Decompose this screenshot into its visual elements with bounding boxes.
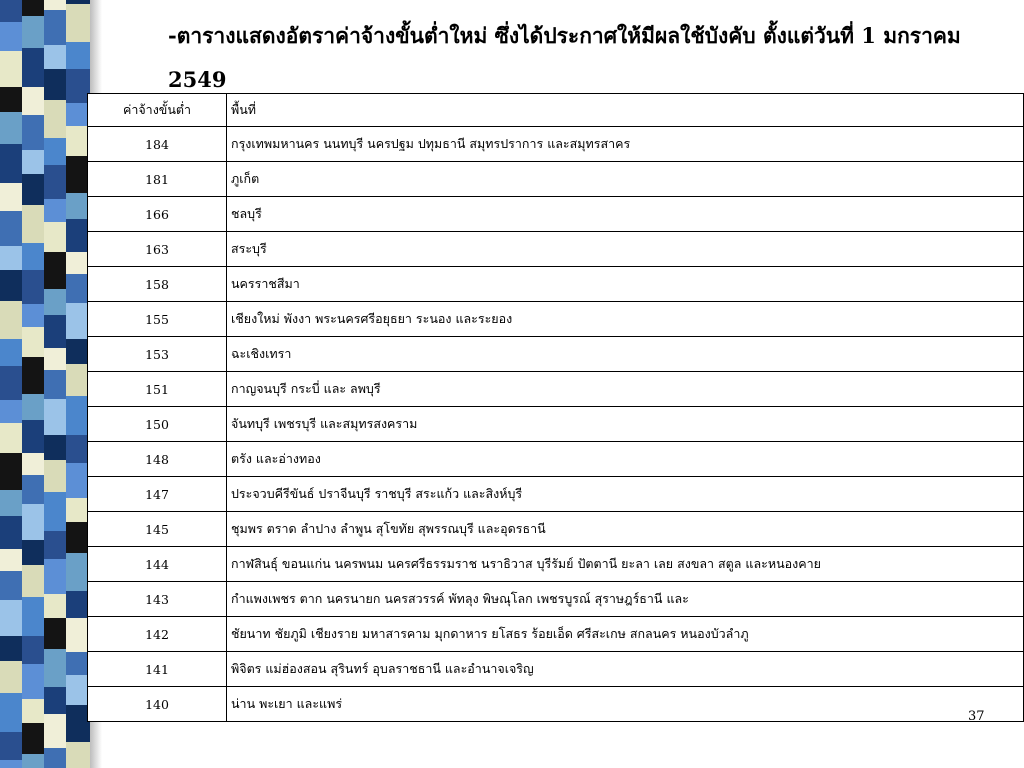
sidebar-stripe — [22, 327, 46, 357]
sidebar-stripe — [44, 69, 68, 100]
table-row — [88, 302, 1024, 337]
sidebar-stripe — [44, 315, 68, 348]
area-cell: ประจวบคีรีขันธ์ ปราจีนบุรี ราชบุรี สระแก้ว และสิงห์บุรี — [227, 477, 1024, 512]
table-row — [88, 547, 1024, 582]
wage-cell: 142 — [88, 617, 227, 652]
sidebar-stripe — [22, 48, 46, 87]
sidebar-stripe — [0, 516, 24, 549]
sidebar-stripe — [0, 571, 24, 600]
sidebar-stripe — [22, 150, 46, 174]
sidebar-stripe — [44, 370, 68, 399]
sidebar-stripe — [0, 661, 24, 693]
sidebar-stripe — [44, 199, 68, 222]
wage-cell: 147 — [88, 477, 227, 512]
sidebar-stripe — [0, 144, 24, 183]
sidebar-stripe — [0, 549, 24, 571]
sidebar-stripe — [44, 100, 68, 138]
sidebar-stripe — [44, 222, 68, 252]
area-cell: กรุงเทพมหานคร นนทบุรี นครปฐม ปทุมธานี สมุทรปราการ และสมุทรสาคร — [227, 127, 1024, 162]
sidebar-stripe — [0, 423, 24, 453]
sidebar-stripe — [22, 270, 46, 304]
table-row — [88, 442, 1024, 477]
sidebar-stripe — [22, 453, 46, 475]
wage-cell: 163 — [88, 232, 227, 267]
area-cell: ชัยนาท ชัยภูมิ เชียงราย มหาสารคาม มุกดาหาร ยโสธร ร้อยเอ็ด ศรีสะเกษ สกลนคร หนองบัวลำภู — [227, 617, 1024, 652]
wage-cell: 153 — [88, 337, 227, 372]
area-cell: น่าน พะเยา และแพร่ — [227, 687, 1024, 722]
minimum-wage-table — [87, 93, 1024, 722]
sidebar-stripe — [0, 246, 24, 270]
area-cell: กาฬสินธุ์ ขอนแก่น นครพนม นครศรีธรรมราช นราธิวาส บุรีรัมย์ ปัตตานี ยะลา เลย สงขลา สตูล และหนองคาย — [227, 547, 1024, 582]
sidebar-stripe — [22, 754, 46, 768]
sidebar-stripe — [0, 112, 24, 144]
table-row — [88, 337, 1024, 372]
table-header-row — [88, 94, 1024, 127]
table-row — [88, 512, 1024, 547]
sidebar-stripe — [0, 760, 24, 768]
area-cell: เชียงใหม่ พังงา พระนครศรีอยุธยา ระนอง และระยอง — [227, 302, 1024, 337]
sidebar-stripe — [0, 366, 24, 400]
sidebar-stripe — [22, 243, 46, 270]
wage-cell: 155 — [88, 302, 227, 337]
table-row — [88, 197, 1024, 232]
area-cell: กาญจนบุรี กระบี่ และ ลพบุรี — [227, 372, 1024, 407]
sidebar-stripe — [44, 531, 68, 559]
sidebar-stripe — [44, 714, 68, 748]
sidebar-stripe — [22, 636, 46, 664]
wage-cell: 150 — [88, 407, 227, 442]
wage-cell: 141 — [88, 652, 227, 687]
sidebar-stripe — [22, 16, 46, 48]
sidebar-stripe — [0, 301, 24, 339]
sidebar-stripe — [44, 649, 68, 687]
sidebar-stripe — [0, 732, 24, 760]
area-cell: ภูเก็ต — [227, 162, 1024, 197]
sidebar-stripe — [66, 42, 90, 69]
sidebar-stripe — [44, 45, 68, 69]
table-row — [88, 232, 1024, 267]
area-cell: ฉะเชิงเทรา — [227, 337, 1024, 372]
sidebar-stripe — [44, 687, 68, 714]
table-row — [88, 617, 1024, 652]
sidebar-stripe — [22, 205, 46, 243]
sidebar-stripe — [22, 0, 46, 16]
wage-cell: 144 — [88, 547, 227, 582]
wage-cell: 148 — [88, 442, 227, 477]
sidebar-stripe — [44, 165, 68, 199]
wage-cell: 151 — [88, 372, 227, 407]
sidebar-stripe — [0, 22, 24, 51]
sidebar-stripe — [22, 504, 46, 540]
sidebar-stripe — [0, 339, 24, 366]
sidebar-stripe — [44, 748, 68, 768]
sidebar-stripe — [22, 174, 46, 205]
table-row — [88, 267, 1024, 302]
sidebar-stripe — [22, 540, 46, 565]
sidebar-stripe — [0, 636, 24, 661]
table-row — [88, 687, 1024, 722]
sidebar-stripe — [22, 87, 46, 115]
sidebar-stripe — [44, 559, 68, 594]
sidebar-stripe — [22, 699, 46, 723]
sidebar-stripe — [44, 399, 68, 435]
wage-cell: 143 — [88, 582, 227, 617]
sidebar-stripe — [0, 51, 24, 87]
table-row — [88, 127, 1024, 162]
table-row — [88, 407, 1024, 442]
sidebar-stripe — [22, 723, 46, 754]
area-cell: สระบุรี — [227, 232, 1024, 267]
sidebar-stripe — [0, 600, 24, 636]
table-row — [88, 652, 1024, 687]
sidebar-stripe — [0, 0, 24, 22]
sidebar-stripe — [0, 453, 24, 490]
area-cell: กำแพงเพชร ตาก นครนายก นครสวรรค์ พัทลุง พิษณุโลก เพชรบูรณ์ สุราษฎร์ธานี และ — [227, 582, 1024, 617]
sidebar-stripe — [22, 597, 46, 636]
sidebar-stripe — [44, 435, 68, 460]
page-title: -ตารางแสดงอัตราค่าจ้างขั้นต่ำใหม่ ซึ่งได้ประกาศให้มีผลใช้บังคับ ตั้งแต่วันที่ 1 มกราคม 2549 — [168, 23, 961, 92]
area-cell: ชลบุรี — [227, 197, 1024, 232]
sidebar-stripe — [44, 289, 68, 315]
wage-cell: 140 — [88, 687, 227, 722]
sidebar-stripe — [66, 742, 90, 768]
sidebar-stripe — [22, 420, 46, 453]
wage-cell: 184 — [88, 127, 227, 162]
sidebar-stripe — [22, 115, 46, 150]
area-cell: ตรัง และอ่างทอง — [227, 442, 1024, 477]
page-number: 37 — [968, 709, 985, 724]
sidebar-stripe — [22, 565, 46, 597]
sidebar-stripe — [0, 211, 24, 246]
sidebar-stripe — [44, 0, 68, 10]
wage-cell: 166 — [88, 197, 227, 232]
sidebar-stripe — [44, 348, 68, 370]
wage-cell: 181 — [88, 162, 227, 197]
sidebar-stripe — [0, 400, 24, 423]
sidebar-stripe — [44, 252, 68, 289]
table-row — [88, 372, 1024, 407]
sidebar-stripe — [0, 87, 24, 112]
wage-cell: 145 — [88, 512, 227, 547]
sidebar-stripe — [22, 475, 46, 504]
table-row — [88, 477, 1024, 512]
table-row — [88, 582, 1024, 617]
sidebar-stripe — [0, 270, 24, 301]
area-cell: พิจิตร แม่ฮ่องสอน สุรินทร์ อุบลราชธานี และอำนาจเจริญ — [227, 652, 1024, 687]
sidebar-stripe — [22, 304, 46, 327]
sidebar-stripe — [44, 138, 68, 165]
sidebar-stripe — [22, 394, 46, 420]
header-wage: ค่าจ้างขั้นต่ำ — [88, 94, 227, 127]
sidebar-stripe — [22, 357, 46, 394]
sidebar-stripe — [44, 460, 68, 492]
sidebar-stripe — [66, 4, 90, 42]
wage-cell: 158 — [88, 267, 227, 302]
sidebar-stripe — [44, 618, 68, 649]
sidebar-stripe — [22, 664, 46, 699]
sidebar-stripe — [0, 693, 24, 732]
area-cell: ชุมพร ตราด ลำปาง ลำพูน สุโขทัย สุพรรณบุรี และอุดรธานี — [227, 512, 1024, 547]
sidebar-stripe — [0, 183, 24, 211]
area-cell: จันทบุรี เพชรบุรี และสมุทรสงคราม — [227, 407, 1024, 442]
header-area: พื้นที่ — [227, 94, 1024, 127]
sidebar-stripe — [44, 594, 68, 618]
decorative-sidebar — [0, 0, 90, 768]
sidebar-stripe — [0, 490, 24, 516]
sidebar-stripe — [44, 492, 68, 531]
sidebar-stripe — [44, 10, 68, 45]
table-row — [88, 162, 1024, 197]
area-cell: นครราชสีมา — [227, 267, 1024, 302]
